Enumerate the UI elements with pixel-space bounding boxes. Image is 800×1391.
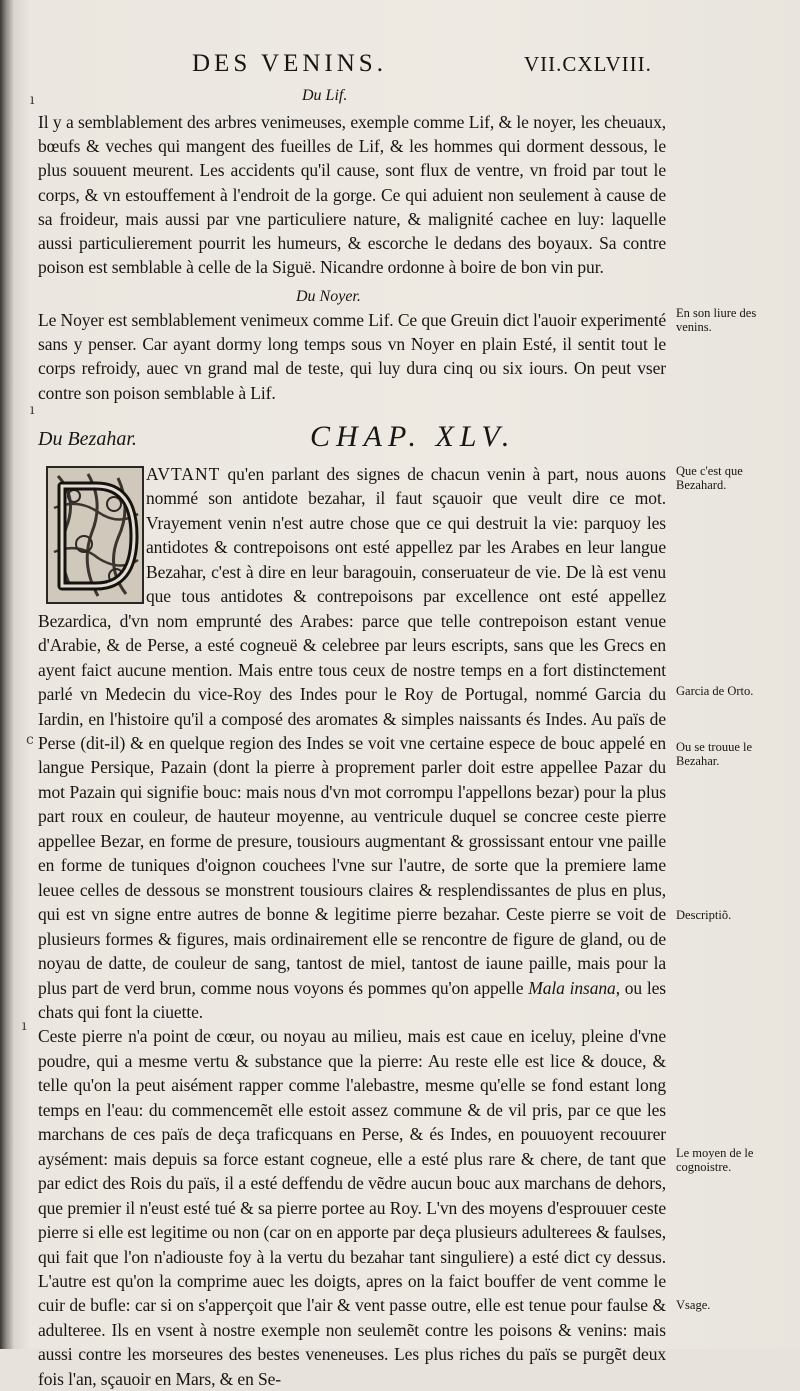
chapter-number: CHAP. XLV. [310, 420, 516, 453]
margin-note-ou-se-trouue: Ou se trouue le Bezahar. [676, 740, 753, 768]
margin-note-description: Descriptiõ. [676, 908, 732, 922]
margin-note-usage: Vsage. [676, 1298, 711, 1312]
chapter-section-title: Du Bezahar. [38, 428, 137, 450]
running-title: DES VENINS. [192, 50, 387, 77]
margin-mark: c [26, 732, 34, 748]
margin-mark: ı [30, 402, 35, 418]
margin-mark: ı [30, 92, 35, 108]
italic-term: Mala insana [528, 977, 616, 998]
chapter-paragraph-2: Ceste pierre n'a point de cœur, ou noyau au milieu, mais est caue en iceluy, pleine d'vne poudre, qui a mesme vertu & substance que la pierre: Au reste elle est lice & douce, & telle qu'on la peut aisément rapper comme l'alebastre, mesme qu'elle se fond estant long temps en l'eau: du commencemẽt elle estoit assez commune & de vil pris, par ce que les marchans de ces païs de deça traficquans en Perse, & és Indes, en pouuoyent recouurer aysément: mais depuis sa force estant cogneue, elle a esté plus rare & chere, de tant que par edict des Rois du païs, il a esté deffendu de vẽdre aucun bouc aux marchans de dehors, que premier il n'eust esté tué & sa pierre portee au Roy. L'vn des moyens d'esprouuer ceste pierre si elle est legitime ou non (car on en apporte par deça plusieurs adulterees & faulses, qui fait que l'on n'adiouste foy à la vertu du bezahar tant singuliere) a esté dict cy dessus. L'autre est qu'on la comprime auec les doigts, apres on la faict bouffer de vent comme le cuir de bufle: car si on s'apperçoit que l'air & vent passe outre, elle est tenue pour faulse & adulteree. Ils en vsent à nostre exemple non seulemẽt contre les poisons & venins: mais aussi contre les morseures des bestes veneneuses. Les plus riches du païs se purgẽt deux fois l'an, sçauoir en Mars, & en Se- [38, 1026, 666, 1389]
heading-du-lif: Du Lif. [302, 87, 348, 104]
margin-note-venins: En son liure des venins. [676, 306, 757, 334]
folio-number: VII.CXLVIII. [524, 52, 652, 76]
initial-spacer [38, 462, 146, 606]
margin-note-garcia: Garcia de Orto. [676, 684, 754, 698]
paragraph-du-noyer: Le Noyer est semblablement venimeux comme Lif. Ce que Greuin dict l'auoir experimenté sans y penser. Car ayant dormy long temps sous vn Noyer en plain Esté, il sentit tout le corps refroidy, auec vn grand mal de teste, qui luy dura cinq ou six iours. On peut vser contre son poison semblable à Lif. [38, 310, 666, 403]
chapter-body-text: qu'en parlant des signes de chacun venin à part, nous auons nommé son antidote bezahar, il faut sçauoir que veult dire ce mot. Vrayement venin n'est autre chose que ce qui destruit la vie: parquoy les antidotes & contrepoisons ont esté appellez par les Arabes en leur langue Bezahar, c'est à dire en leur baragouin, conseruateur de vie. De là est venu que tous antidotes & contrepoisons par excellence ont esté appellez Bezardica, d'vn nom emprunté des Arabes: parce que telle contrepoison estant venue d'Arabie, & de Perse, a esté cogneuë & celebree par leurs escripts, sans que les Grecs en ayent faict aucune mention. Mais entre tous ceux de nostre temps en a fort distinctement parlé vn Medecin du vice-Roy des Indes pour le Roy de Portugal, nommé Garcia du Iardin, en l'histoire qu'il a composé des aromates & simples naissants és Indes. Au païs de Perse (dit-il) & en quelque region des Indes se voit vne certaine espece de bouc appelé en langue Persique, Pazain (dont la pierre à proprement parler doit estre appellee Pazar du mot Pazain qui signifie bouc: mais nous d'vn mot corrompu l'appellons bezar) pour la plus part roux en couleur, de hauteur moyenne, au ventricule duquel se concree ceste pierre appellee Bezar, en forme de presure, tousiours augmentant & grossissant entour vne paille en forme de tuniques d'oignon couchees l'vne sur l'autre, de sorte que la premiere lame leuee celles de dessous se monstrent tousiours claires & resplendissantes de plus en plus, qui est vn signe entre autres de bonne & legitime pierre bezahar. Ceste pierre se voit de plusieurs formes & figures, mais ordinairement elle se rencontre de figure de gland, ou de noyau de datte, de couleur de sang, tantost de miel, tantost de iaune paille, mais pour la plus part de verd brun, comme nous voyons és pommes qu'on appelle [38, 464, 666, 998]
margin-mark: ı [22, 1018, 27, 1034]
heading-du-noyer: Du Noyer. [296, 288, 361, 305]
margin-note-bezahard: Que c'est que Bezahard. [676, 464, 743, 492]
chapter-body-text-end: , ou les chats qui font la ciuette. [38, 977, 667, 1022]
chapter-body [38, 462, 666, 1391]
paragraph-du-lif: Il y a semblablement des arbres venimeuses, exemple comme Lif, & le noyer, les cheuaux, bœufs & veches qui mangent des fueilles de Lif, & les hommes qui dorment dessous, le plus souuent meurent. Les accidents qu'il cause, sont flux de ventre, vn froid par tout le corps, & vn estouffement à l'endroit de la gorge. Ce qui aduient non seulement à cause de sa froideur, mais aussi par vne particuliere nature, & malignité cachee en luy: laquelle aussi particulierement pourrit les humeurs, & escorche le dedans des boyaux. Sa contre poison est semblable à celle de la Siguë. Nicandre ordonne à boire de bon vin pur. [38, 112, 666, 278]
chapter-heading [38, 420, 678, 460]
lead-smallcaps: AVTANT [146, 464, 221, 484]
page-header [0, 50, 800, 84]
margin-note-le-moyen: Le moyen de le cognoistre. [676, 1146, 754, 1174]
